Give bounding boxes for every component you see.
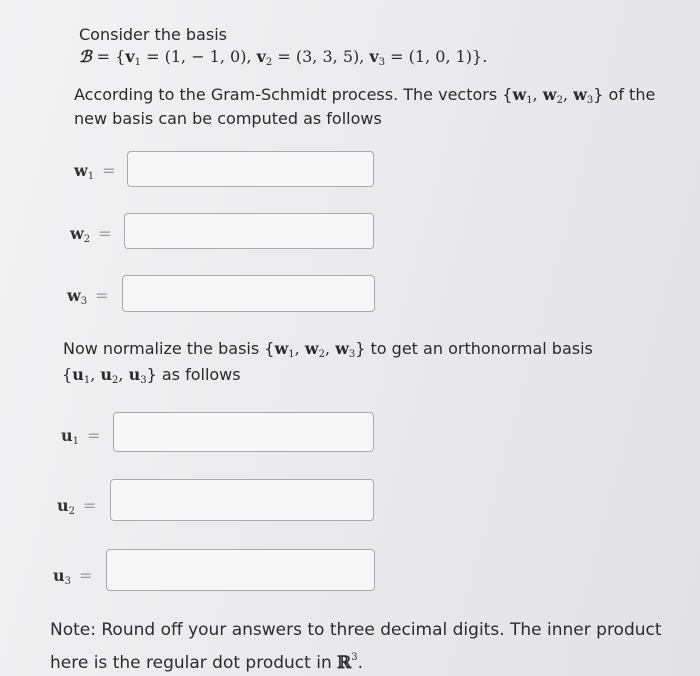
w3-subscript: 3	[80, 296, 88, 307]
v1-symbol: v	[125, 47, 135, 66]
norm-w1-symbol: w	[274, 339, 289, 358]
note-period: .	[357, 653, 364, 673]
norm-u3-sub: 3	[140, 375, 147, 386]
gs-w3-symbol: w	[573, 85, 587, 104]
v2-symbol: v	[256, 47, 266, 66]
basis-open: = {	[91, 47, 126, 66]
u1-symbol: u	[61, 426, 73, 445]
w2-equals: =	[98, 224, 112, 243]
intro-line: Consider the basis	[79, 25, 227, 44]
u1-label	[61, 426, 100, 447]
u2-label	[57, 496, 96, 517]
norm-sep-1: ,	[294, 339, 305, 358]
w2-label	[70, 224, 112, 245]
u3-answer-input[interactable]	[106, 549, 375, 591]
v1-subscript: 1	[134, 57, 142, 68]
w3-label	[67, 286, 109, 307]
w3-equals: =	[95, 286, 109, 305]
v1-value: = (1, − 1, 0),	[141, 47, 257, 66]
u1-answer-input[interactable]	[113, 412, 374, 452]
norm-w3-sub: 3	[348, 349, 356, 360]
gs-line-2: new basis can be computed as follows	[74, 109, 382, 128]
norm-open-brace: {	[62, 365, 73, 384]
basis-symbol: ℬ	[79, 47, 92, 66]
u1-equals: =	[87, 426, 101, 445]
normalize-text-2	[62, 364, 241, 392]
v2-subscript: 2	[265, 57, 273, 68]
u3-equals: =	[79, 566, 93, 585]
gs-w3-sub: 3	[586, 95, 594, 106]
norm-sep-2: ,	[324, 339, 336, 358]
norm-w3-symbol: w	[335, 339, 349, 358]
v3-symbol: v	[369, 47, 379, 66]
gs-w2-sub: 2	[556, 95, 563, 106]
real-space-exponent: 3	[351, 652, 358, 663]
w1-equals: =	[102, 161, 116, 180]
norm-u-sep-2: ,	[118, 365, 129, 384]
w2-symbol: w	[70, 224, 84, 243]
gs-line-suffix: } of the	[593, 85, 656, 104]
norm-u1-symbol: u	[72, 365, 84, 384]
w2-subscript: 2	[83, 234, 91, 245]
norm-u3-symbol: u	[128, 365, 141, 384]
w3-symbol: w	[67, 286, 81, 305]
gs-w1-sub: 1	[526, 95, 533, 106]
v3-value: = (1, 0, 1)}.	[385, 47, 488, 66]
gs-sep-2: ,	[562, 85, 574, 104]
normalize-text	[63, 338, 593, 366]
intro-text	[79, 24, 227, 46]
v3-subscript: 3	[378, 57, 386, 68]
w3-answer-input[interactable]	[122, 275, 375, 312]
rounding-note	[50, 618, 662, 643]
v2-value: = (3, 3, 5),	[272, 47, 370, 66]
norm-u-sep-1: ,	[90, 365, 101, 384]
w1-symbol: w	[74, 161, 88, 180]
u3-subscript: 3	[64, 576, 72, 587]
basis-definition	[79, 46, 487, 74]
w2-answer-input[interactable]	[124, 213, 374, 249]
u2-subscript: 2	[68, 506, 76, 517]
norm-u2-sub: 2	[112, 375, 119, 386]
gs-line-prefix: According to the Gram-Schmidt process. The vectors {	[74, 85, 513, 104]
u1-subscript: 1	[72, 436, 80, 447]
norm-w1-sub: 1	[288, 349, 295, 360]
note-line-1: Note: Round off your answers to three decimal digits. The inner product	[50, 620, 662, 640]
u3-label	[53, 566, 92, 587]
w1-label	[74, 161, 116, 182]
w1-answer-input[interactable]	[127, 151, 374, 187]
norm-line-2-suffix: } as follows	[146, 365, 241, 384]
gs-w2-symbol: w	[542, 85, 557, 104]
norm-line-suffix: } to get an orthonormal basis	[355, 339, 593, 358]
norm-w2-sub: 2	[318, 349, 325, 360]
note-line-2: here is the regular dot product in	[50, 653, 338, 673]
rounding-note-2	[50, 645, 363, 676]
norm-u1-sub: 1	[83, 375, 91, 386]
norm-line-prefix: Now normalize the basis {	[63, 339, 275, 358]
norm-w2-symbol: w	[304, 339, 319, 358]
u2-symbol: u	[57, 496, 69, 515]
gram-schmidt-text-2	[74, 108, 382, 130]
norm-u2-symbol: u	[100, 365, 113, 384]
gs-sep-1: ,	[532, 85, 543, 104]
u2-answer-input[interactable]	[110, 479, 374, 521]
u2-equals: =	[83, 496, 97, 515]
real-space-symbol: ℝ	[337, 653, 352, 673]
gs-w1-symbol: w	[512, 85, 527, 104]
w1-subscript: 1	[87, 171, 95, 182]
u3-symbol: u	[53, 566, 65, 585]
